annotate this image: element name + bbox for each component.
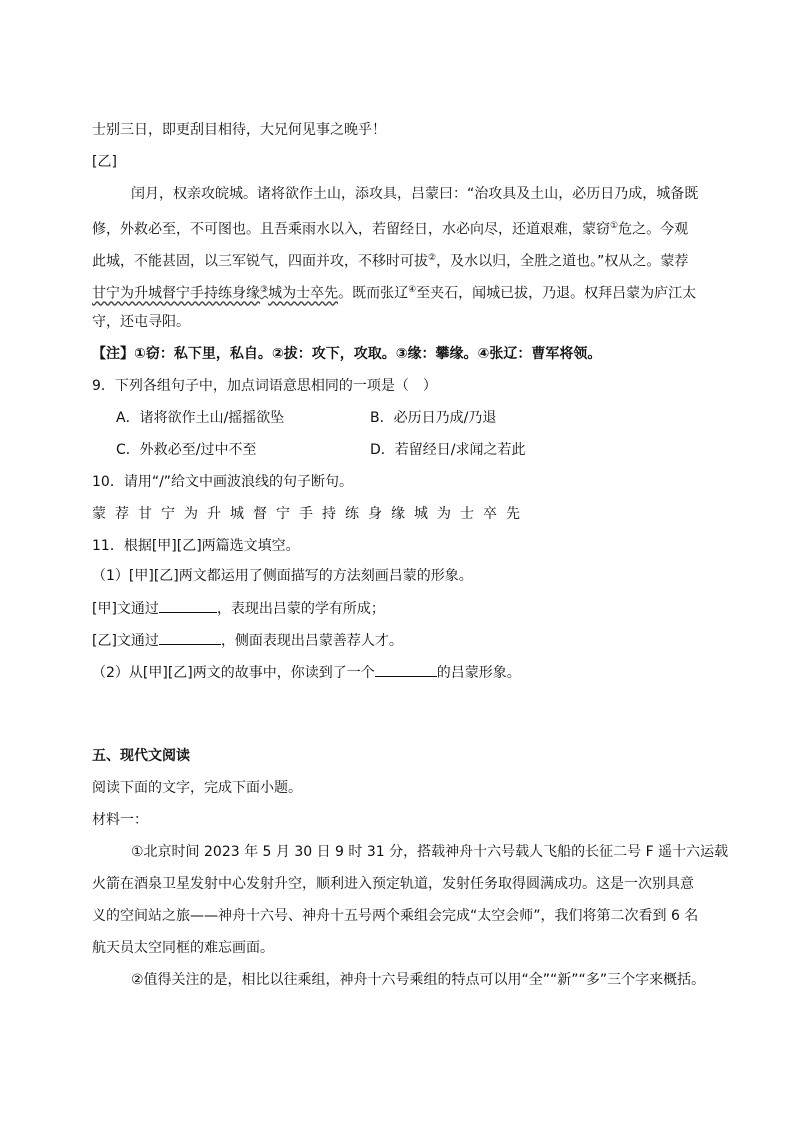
passage-jia-ending: 士别三日，即更刮目相待，大兄何见事之晚乎！ xyxy=(92,122,386,138)
material-1-line-1: ①北京时间 2023 年 5 月 30 日 9 时 31 分，搭载神舟十六号载人飞船的长征二号 F 遥十六运载 xyxy=(131,844,729,860)
answer-blank[interactable] xyxy=(159,598,217,613)
yi-line-5: 守，还屯寻阳。 xyxy=(92,314,190,330)
material-1-line-2: 火箭在酒泉卫星发射中心发射升空，顺利进入预定轨道，发射任务取得圆满成功。这是一次别具意 xyxy=(92,876,694,892)
material-1-paragraph-2: ②值得关注的是，相比以往乘组，神舟十六号乘组的特点可以用“全”“新”“多”三个字来概括。 xyxy=(131,972,706,988)
question-9-option-c[interactable]: C．外救必至/过中不至 xyxy=(116,442,257,458)
note-text: 【注】①窃：私下里，私自。②拔：攻下，攻取。③缘：攀缘。④张辽：曹军将领。 xyxy=(92,346,602,362)
yi-line-3-text-end: ，及水以归，全胜之道也。”权从之。蒙荐 xyxy=(436,253,689,270)
material-1-line-4: 航天员太空同框的难忘画面。 xyxy=(92,940,274,956)
question-9-stem: 9．下列各组句子中，加点词语意思相同的一项是（ ） xyxy=(92,378,437,394)
wavy-underlined-sentence-end: 城为士卒先 xyxy=(268,285,339,302)
question-10-sentence: 蒙荐甘宁为升城督宁手持练身缘城为士卒先 xyxy=(92,506,529,522)
yi-label: [乙] xyxy=(92,154,117,170)
question-9-option-d[interactable]: D．若留经日/求闻之若此 xyxy=(370,442,526,458)
material-1-label: 材料一： xyxy=(92,812,148,828)
question-10-stem: 10．请用“/”给文中画波浪线的句子断句。 xyxy=(92,474,354,490)
jia-prompt-end: ，表现出吕蒙的学有所成； xyxy=(216,601,385,617)
yi-prompt-end: ，侧面表现出吕蒙善荐人才。 xyxy=(220,633,403,649)
yi-line-4-text: 。既而张辽 xyxy=(338,285,409,302)
wavy-underlined-sentence: 甘宁为升城督宁手持练身缘 xyxy=(92,285,260,302)
question-9-option-a[interactable]: A．诸将欲作土山/摇摇欲坠 xyxy=(116,410,285,426)
answer-blank[interactable] xyxy=(159,630,221,645)
yi-line-4 xyxy=(92,280,696,304)
question-11-part-2 xyxy=(92,662,521,683)
question-11-stem: 11．根据[甲][乙]两篇选文填空。 xyxy=(92,538,300,554)
footnote-mark: ① xyxy=(610,221,619,231)
yi-line-4-text-end: 至夹石，闻城已拔，乃退。权拜吕蒙为庐江太 xyxy=(416,285,697,302)
question-11-yi-line xyxy=(92,630,403,651)
yi-line-1: 闰月，权亲攻皖城。诸将欲作土山，添攻具，吕蒙曰：“治攻具及土山，必历日乃成，城备既 xyxy=(131,186,699,202)
yi-line-3-text: 此城，不能甚固，以三军锐气，四面并攻，不移时可拔 xyxy=(92,253,428,270)
question-11-jia-line xyxy=(92,598,385,619)
footnote-mark: ④ xyxy=(408,285,417,295)
jia-prompt: [甲]文通过 xyxy=(92,601,159,617)
section-5-title: 五、现代文阅读 xyxy=(92,748,190,764)
footnote-mark: ③ xyxy=(260,285,269,295)
material-1-line-3: 义的空间站之旅——神舟十六号、神舟十五号两个乘组会完成“太空会师”，我们将第二次看到 6 名 xyxy=(92,908,699,924)
yi-line-3 xyxy=(92,248,688,272)
part-2-prompt: （2）从[甲][乙]两文的故事中，你读到了一个 xyxy=(92,665,375,681)
yi-prompt: [乙]文通过 xyxy=(92,633,159,649)
annotation-note xyxy=(92,344,601,364)
yi-line-2-text-end: 危之。今观 xyxy=(618,221,689,238)
yi-line-2-text: 修，外救必至，不可图也。且吾乘雨水以入，若留经日，水必向尽，还道艰难，蒙窃 xyxy=(92,221,610,238)
question-9-option-b[interactable]: B．必历日乃成/乃退 xyxy=(370,410,497,426)
answer-blank[interactable] xyxy=(375,662,437,677)
footnote-mark: ② xyxy=(428,253,437,263)
yi-line-2 xyxy=(92,216,688,240)
section-5-instruction: 阅读下面的文字，完成下面小题。 xyxy=(92,780,302,796)
part-2-prompt-end: 的吕蒙形象。 xyxy=(436,665,521,681)
question-11-part-1: （1）[甲][乙]两文都运用了侧面描写的方法刻画吕蒙的形象。 xyxy=(92,568,473,584)
